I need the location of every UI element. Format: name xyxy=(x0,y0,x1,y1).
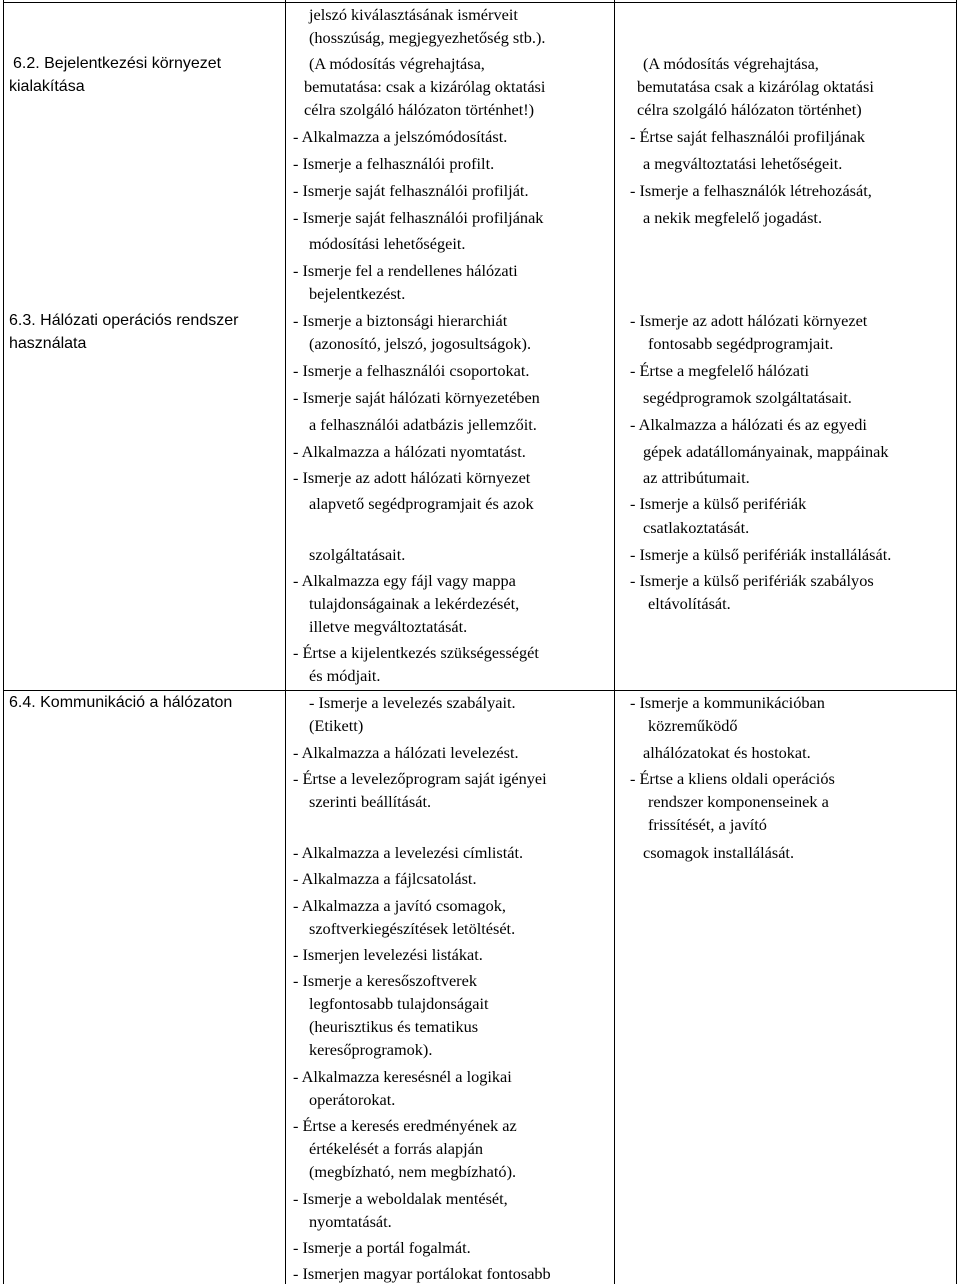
requirement-line: és módjait. xyxy=(309,666,381,685)
requirement-line: (A módosítás végrehajtása, xyxy=(309,54,485,73)
requirement-line: tulajdonságainak a lekérdezését, xyxy=(309,594,520,613)
requirement-line: értékelését a forrás alapján xyxy=(309,1139,484,1158)
requirement-line: - Alkalmazza a javító csomagok, xyxy=(293,896,506,915)
requirement-line: alapvető segédprogramjait és azok xyxy=(309,494,534,513)
advanced-line: - Ismerje a külső perifériák installálását. xyxy=(630,545,892,564)
requirement-line: - Alkalmazza a jelszómódosítást. xyxy=(293,127,508,146)
advanced-line: közreműködő xyxy=(648,716,738,735)
requirement-line: szoftverkiegészítések letöltését. xyxy=(309,919,516,938)
advanced-line: frissítését, a javító xyxy=(648,815,767,834)
section-title: kialakítása xyxy=(9,78,85,95)
requirement-line: - Ismerje a felhasználói profilt. xyxy=(293,154,495,173)
requirement-line: (azonosító, jelszó, jogosultságok). xyxy=(309,334,532,353)
requirement-line: - Alkalmazza keresésnél a logikai xyxy=(293,1067,512,1086)
requirement-line: szerinti beállítását. xyxy=(309,792,432,811)
requirement-line: - Ismerjen magyar portálokat fontosabb xyxy=(293,1264,551,1283)
advanced-line: csomagok installálását. xyxy=(643,843,795,862)
requirement-line: (hosszúság, megjegyezhetőség stb.). xyxy=(309,28,546,47)
requirement-line: bejelentkezést. xyxy=(309,284,406,303)
advanced-line: - Értse a megfelelő hálózati xyxy=(630,361,810,380)
requirement-line: - Ismerje saját felhasználói profilját. xyxy=(293,181,529,200)
advanced-line: bemutatása csak a kizárólag oktatási xyxy=(637,77,874,96)
requirement-line: - Értse a keresés eredményének az xyxy=(293,1116,517,1135)
section-title: 6.3. Hálózati operációs rendszer xyxy=(9,312,239,329)
requirement-line: - Ismerje a portál fogalmát. xyxy=(293,1238,471,1257)
requirement-line: nyomtatását. xyxy=(309,1212,392,1231)
requirement-line: - Ismerjen levelezési listákat. xyxy=(293,945,483,964)
advanced-line: (A módosítás végrehajtása, xyxy=(643,54,819,73)
requirement-line: - Ismerje az adott hálózati környezet xyxy=(293,468,531,487)
table-border-top xyxy=(3,2,957,3)
requirement-line: - Alkalmazza a hálózati nyomtatást. xyxy=(293,442,526,461)
requirement-line: - Ismerje a felhasználói csoportokat. xyxy=(293,361,530,380)
section-title: 6.4. Kommunikáció a hálózaton xyxy=(9,694,233,711)
advanced-line: alhálózatokat és hostokat. xyxy=(643,743,811,762)
requirement-line: a felhasználói adatbázis jellemzőit. xyxy=(309,415,537,434)
advanced-line: célra szolgáló hálózaton történhet) xyxy=(637,100,862,119)
requirement-line: - Alkalmazza a fájlcsatolást. xyxy=(293,869,477,888)
requirement-line: bemutatása: csak a kizárólag oktatási xyxy=(304,77,546,96)
advanced-line: csatlakoztatását. xyxy=(643,518,750,537)
requirement-line: legfontosabb tulajdonságait xyxy=(309,994,489,1013)
section-title: használata xyxy=(9,335,87,352)
requirement-line: - Ismerje a biztonsági hierarchiát xyxy=(293,311,508,330)
requirement-line: célra szolgáló hálózaton történhet!) xyxy=(304,100,535,119)
requirement-line: (megbízható, nem megbízható). xyxy=(309,1162,517,1181)
advanced-line: a nekik megfelelő jogadást. xyxy=(643,208,823,227)
requirement-line: jelszó kiválasztásának ismérveit xyxy=(309,5,518,24)
requirement-line: - Ismerje fel a rendellenes hálózati xyxy=(293,261,518,280)
table-border-left xyxy=(3,0,4,1284)
requirement-line: szolgáltatásait. xyxy=(309,545,406,564)
requirement-line: (Etikett) xyxy=(309,716,364,735)
requirement-line: illetve megváltoztatását. xyxy=(309,617,468,636)
requirement-line: módosítási lehetőségeit. xyxy=(309,234,466,253)
column-divider-2 xyxy=(614,0,615,1284)
advanced-line: gépek adatállományainak, mappáinak xyxy=(643,442,889,461)
requirement-line: (heurisztikus és tematikus xyxy=(309,1017,479,1036)
section-title: 6.2. Bejelentkezési környezet xyxy=(13,55,222,72)
requirement-line: - Értse a kijelentkezés szükségességét xyxy=(293,643,539,662)
requirement-line: - Alkalmazza egy fájl vagy mappa xyxy=(293,571,516,590)
advanced-line: segédprogramok szolgáltatásait. xyxy=(643,388,852,407)
advanced-line: - Értse a kliens oldali operációs xyxy=(630,769,835,788)
advanced-line: - Ismerje az adott hálózati környezet xyxy=(630,311,868,330)
advanced-line: - Ismerje a kommunikációban xyxy=(630,693,825,712)
requirement-line: - Alkalmazza a hálózati levelezést. xyxy=(293,743,519,762)
advanced-line: - Alkalmazza a hálózati és az egyedi xyxy=(630,415,867,434)
advanced-line: rendszer komponenseinek a xyxy=(648,792,829,811)
column-divider-1 xyxy=(285,0,286,1284)
requirement-line: - Ismerje saját felhasználói profiljának xyxy=(293,208,544,227)
advanced-line: a megváltoztatási lehetőségeit. xyxy=(643,154,843,173)
advanced-line: - Értse saját felhasználói profiljának xyxy=(630,127,866,146)
requirement-line: - Ismerje a levelezés szabályait. xyxy=(309,693,516,712)
requirement-line: - Ismerje a keresőszoftverek xyxy=(293,971,477,990)
advanced-line: az attribútumait. xyxy=(643,468,750,487)
requirement-line: - Értse a levelezőprogram saját igényei xyxy=(293,769,547,788)
advanced-line: fontosabb segédprogramjait. xyxy=(648,334,834,353)
advanced-line: - Ismerje a felhasználók létrehozását, xyxy=(630,181,872,200)
requirement-line: - Ismerje saját hálózati környezetében xyxy=(293,388,540,407)
requirement-line: keresőprogramok). xyxy=(309,1040,433,1059)
advanced-line: eltávolítását. xyxy=(648,594,731,613)
row-divider xyxy=(3,690,957,691)
requirement-line: - Alkalmazza a levelezési címlistát. xyxy=(293,843,524,862)
advanced-line: - Ismerje a külső perifériák xyxy=(630,494,807,513)
table-border-right xyxy=(956,0,957,1284)
requirement-line: - Ismerje a weboldalak mentését, xyxy=(293,1189,508,1208)
advanced-line: - Ismerje a külső perifériák szabályos xyxy=(630,571,874,590)
requirement-line: operátorokat. xyxy=(309,1090,396,1109)
